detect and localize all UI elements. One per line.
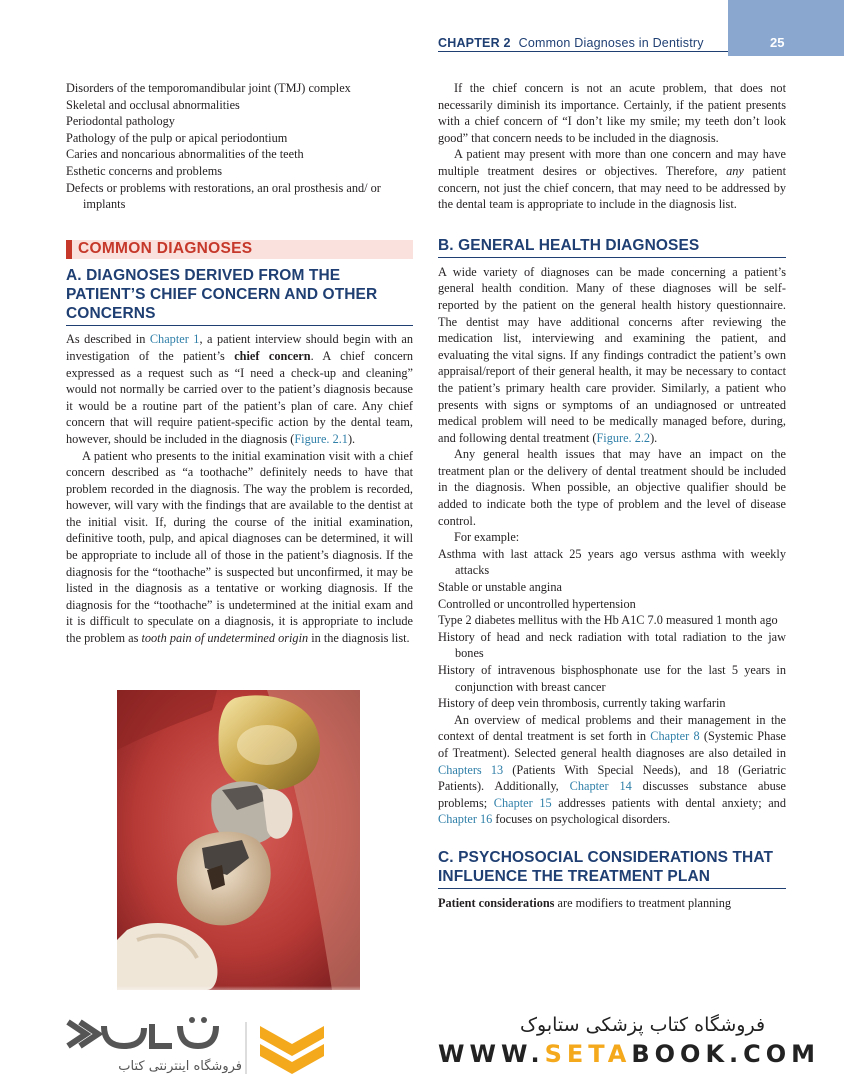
left-column [66,80,413,647]
paragraph [438,146,786,212]
paragraph [438,895,786,912]
text: focuses on psychological disorders. [492,812,671,827]
link-chapter-16[interactable]: Chapter 16 [438,812,493,827]
link-chapter-15[interactable]: Chapter 15 [493,795,552,810]
list-item: Controlled or uncontrolled hypertension [438,596,636,611]
link-chapter-1[interactable]: Chapter 1 [149,332,200,347]
paragraph [66,331,413,447]
text: . A chief concern expressed as a request such as “I need a check-up and cleaning” would not normally be carried over to the patient’s diagnosis because it would be a routine part of the patient’s plan of care. Any chief concern that will require patient-specific action by the dental team, however, should be included in the diagnosis ( [66,348,413,446]
link-chapters-13[interactable]: Chapters 13 [438,762,504,777]
url-part: WWW. [438,1040,545,1068]
store-name: فروشگاه کتاب پزشکی ستابوک [520,1014,766,1036]
setabook-logo-icon [64,1016,244,1076]
right-column [438,80,786,912]
text: addresses patients with dental anxiety; and [551,795,786,810]
text: patient concern, not just the chief concern, that may need to be addressed by the dental team is appropriate to include in the diagnosis list. [438,163,786,212]
text: An overview of medical problems and their management in the context of dental treatment is set forth in [438,712,786,744]
url-part-accent: SETA [544,1040,632,1068]
url-part: BOOK.COM [631,1040,821,1068]
example-list [438,546,786,712]
page-number-box [728,0,844,56]
paragraph [66,448,413,647]
text: (Systemic Phase of Treatment). Selected general health diagnoses are also detailed in [438,729,786,760]
text: ). [650,430,658,445]
logo-caption: فروشگاه اینترنتی کتاب [118,1059,242,1074]
text: A patient who presents to the initial examination visit with a chief concern described as “a toothache” definitely needs to have that problem recorded in the diagnosis. The way the problem is recorded, however, will vary with the findings that are available to the dentist at the initial visit. If, during the course of the initial examination, definitive tooth, pulp, and apical diagnoses can be determined, it will be appropriate to include all of those in the patient’s diagnosis. If the diagnosis for the “toothache” is suspected but unconfirmed, it may be listed in the diagnosis as a tentative or working diagnosis. If the diagnosis for the “toothache” is undetermined at the initial exam and it is difficult to speculate on a diagnosis, it is appropriate to include the problem as [66,448,413,646]
text: As described in [66,332,150,347]
heading-b: B. GENERAL HEALTH DIAGNOSES [438,236,786,258]
list-item: Periodontal pathology [66,114,175,129]
link-figure-2-1[interactable]: Figure. 2.1 [294,431,348,446]
watermark-band [0,992,844,1080]
list-item: Type 2 diabetes mellitus with the Hb A1C 7.0 measured 1 month ago [438,613,778,628]
paragraph: If the chief concern is not an acute problem, that does not necessarily diminish its importance. Certainly, if the patient presents with a chief concern of “I don’t like my smile; my teeth don’t look good” that concern needs to be included in the diagnosis. [438,81,786,145]
running-header [0,0,844,56]
heading-c: C. PSYCHOSOCIAL CONSIDERATIONS THAT INFLUENCE THE TREATMENT PLAN [438,848,786,889]
chapter-title: Common Diagnoses in Dentistry [518,36,704,50]
paragraph [438,264,786,447]
text: ). [347,431,356,446]
list-item: Pathology of the pulp or apical periodontium [66,130,288,145]
text: are modifiers to treatment planning [554,895,732,910]
text: in the diagnosis list. [308,631,410,646]
list-item: Skeletal and occlusal abnormalities [66,97,240,112]
link-chapter-14[interactable]: Chapter 14 [569,779,632,794]
header-rule [438,51,728,52]
teeth-photo-icon [117,690,360,990]
list-item: Asthma with last attack 25 years ago versus asthma with weekly attacks [438,546,786,578]
text: A wide variety of diagnoses can be made concerning a patient’s general health condition. Many of these diagnoses will be self-reported by the patient on the general health history questionnaire. The dentist may have additional concerns after reviewing the medication list, interviewing and examining the patient, and evaluating the vital signs. If any findings contradict the patient’s own appraisal/report of their general health, it may be necessary to contact the patient’s primary health care provider. Similarly, a patient who presents with signs or symptoms of an undiagnosed or untreated medical problem will need to be medically managed before, during, and following dental treatment ( [438,264,786,445]
italic-term: tooth pain of undetermined origin [141,631,309,646]
list-item: History of deep vein thrombosis, currently taking warfarin [438,696,726,711]
paragraph: Any general health issues that may have an impact on the treatment plan or the delivery of dental treatment should be included in the diagnosis. When possible, an objective qualifier should be added to indicate both the type of problem and the level of disease control. [438,447,786,528]
heading-a: A. DIAGNOSES DERIVED FROM THE PATIENT’S CHIEF CONCERN AND OTHER CONCERNS [66,266,413,326]
list-item: History of head and neck radiation with total radiation to the jaw bones [438,629,786,661]
section-common-diagnoses: COMMON DIAGNOSES [66,240,413,260]
chevron-book-icon [256,1022,328,1074]
text: (Patients With Special Needs), and 18 (Geriatric Patients). Additionally, [438,762,786,794]
clinical-photo-figure [117,690,360,990]
list-item: Defects or problems with restorations, an oral prosthesis and/ or implants [66,180,381,212]
text: discusses substance abuse problems; [438,779,786,810]
header-chapter [438,36,704,50]
for-example: For example: [454,530,520,545]
list-item: History of intravenous bisphosphonate use for the last 5 years in conjunction with breast cancer [438,663,786,694]
concern-list [66,80,413,213]
text: , a patient interview should begin with an investigation of the patient’s [66,332,413,363]
page-number: 25 [770,35,785,50]
list-item: Stable or unstable angina [438,580,562,595]
list-item: Caries and noncarious abnormalities of the teeth [66,147,304,162]
chapter-label: CHAPTER 2 [438,36,511,50]
link-figure-2-2[interactable]: Figure. 2.2 [596,430,651,445]
italic-term: any [726,163,744,178]
bold-term: Patient considerations [438,895,555,910]
list-item: Disorders of the temporomandibular joint (TMJ) complex [66,81,351,95]
link-chapter-8[interactable]: Chapter 8 [650,729,700,744]
logo-divider [245,1022,247,1074]
store-url [438,1040,820,1068]
paragraph [438,712,786,828]
list-item: Esthetic concerns and problems [66,163,223,178]
text: A patient may present with more than one concern and may have multiple treatment desires or objectives. Therefore, [438,147,786,178]
bold-term: chief concern [234,348,311,363]
